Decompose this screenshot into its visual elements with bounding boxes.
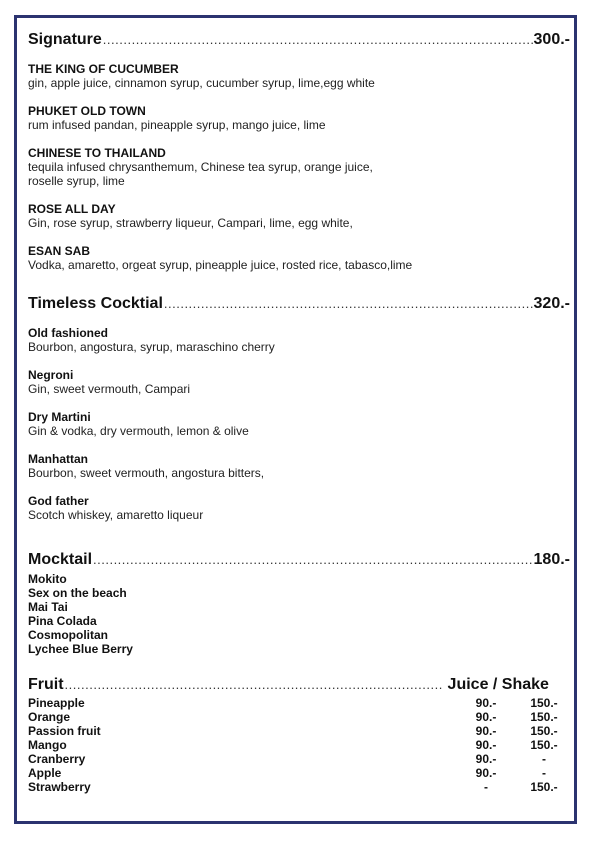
mocktail-item: Lychee Blue Berry (28, 642, 133, 656)
mocktail-item: Pina Colada (28, 614, 97, 628)
section-title: Mocktail (28, 551, 93, 568)
item-name: Negroni (28, 368, 74, 382)
section-header-timeless (28, 295, 570, 313)
fruit-name: Pineapple (28, 696, 85, 710)
section-header-signature (28, 31, 570, 49)
item-desc: Scotch whiskey, amaretto liqueur (28, 508, 204, 522)
mocktail-item: Mai Tai (28, 600, 68, 614)
fruit-name: Mango (28, 738, 67, 752)
fruit-name: Passion fruit (28, 724, 101, 738)
mocktail-item: Cosmopolitan (28, 628, 108, 642)
fruit-row (28, 724, 570, 738)
section-price: 180.- (533, 551, 570, 568)
juice-price: 90.- (475, 766, 497, 780)
fruit-name: Orange (28, 710, 71, 724)
mocktail-item: Sex on the beach (28, 586, 127, 600)
menu-item (28, 244, 568, 272)
shake-price: 150.- (530, 724, 558, 738)
shake-price: 150.- (530, 696, 558, 710)
item-desc: gin, apple juice, cinnamon syrup, cucumber syrup, lime,egg white (28, 76, 375, 90)
fruit-row (28, 752, 570, 766)
juice-price: 90.- (475, 696, 497, 710)
item-desc: rum infused pandan, pineapple syrup, mango juice, lime (28, 118, 326, 132)
item-name: THE KING OF CUCUMBER (28, 62, 179, 76)
juice-price: 90.- (475, 710, 497, 724)
menu-item (28, 146, 568, 188)
dot-leader (164, 296, 533, 311)
menu-item (28, 62, 568, 90)
fruit-name: Strawberry (28, 780, 91, 794)
menu-item (28, 494, 568, 522)
juice-price: 90.- (475, 752, 497, 766)
shake-price: 150.- (530, 710, 558, 724)
item-desc: Bourbon, sweet vermouth, angostura bitters, (28, 466, 265, 480)
section-title: Timeless Cocktial (28, 295, 163, 312)
fruit-row (28, 766, 570, 780)
menu-item (28, 368, 568, 396)
item-desc: roselle syrup, lime (28, 174, 125, 188)
item-desc: Gin, sweet vermouth, Campari (28, 382, 191, 396)
item-desc: Gin & vodka, dry vermouth, lemon & olive (28, 424, 249, 438)
shake-price: - (542, 766, 546, 780)
item-name: ROSE ALL DAY (28, 202, 116, 216)
fruit-row (28, 780, 570, 794)
fruit-row (28, 710, 570, 724)
item-name: ESAN SAB (28, 244, 91, 258)
item-desc: Vodka, amaretto, orgeat syrup, pineapple juice, rosted rice, tabasco,lime (28, 258, 413, 272)
fruit-name: Apple (28, 766, 62, 780)
item-desc: Gin, rose syrup, strawberry liqueur, Campari, lime, egg white, (28, 216, 353, 230)
shake-price: 150.- (530, 780, 558, 794)
price-header: Juice / Shake (447, 676, 549, 693)
juice-price: - (484, 780, 488, 794)
juice-price: 90.- (475, 724, 497, 738)
menu-item (28, 452, 568, 480)
juice-price: 90.- (475, 738, 497, 752)
dot-leader (103, 32, 533, 47)
fruit-name: Cranberry (28, 752, 86, 766)
item-name: Old fashioned (28, 326, 109, 340)
section-title: Fruit (28, 676, 64, 693)
menu-item (28, 326, 568, 354)
fruit-row (28, 696, 570, 710)
item-name: God father (28, 494, 89, 508)
item-name: PHUKET OLD TOWN (28, 104, 146, 118)
mocktail-item: Mokito (28, 572, 67, 586)
item-desc: Bourbon, angostura, syrup, maraschino cherry (28, 340, 275, 354)
section-price: 320.- (533, 295, 570, 312)
item-desc: tequila infused chrysanthemum, Chinese tea syrup, orange juice, (28, 160, 373, 174)
menu-item (28, 104, 568, 132)
menu-item (28, 410, 568, 438)
item-name: CHINESE TO THAILAND (28, 146, 166, 160)
fruit-row (28, 738, 570, 752)
shake-price: - (542, 752, 546, 766)
shake-price: 150.- (530, 738, 558, 752)
section-header-mocktail (28, 551, 570, 569)
section-title: Signature (28, 31, 102, 48)
section-header-fruit (28, 676, 570, 694)
item-name: Manhattan (28, 452, 88, 466)
dot-leader (65, 677, 443, 692)
item-name: Dry Martini (28, 410, 91, 424)
menu-item (28, 202, 568, 230)
section-price: 300.- (533, 31, 570, 48)
dot-leader (93, 552, 533, 567)
